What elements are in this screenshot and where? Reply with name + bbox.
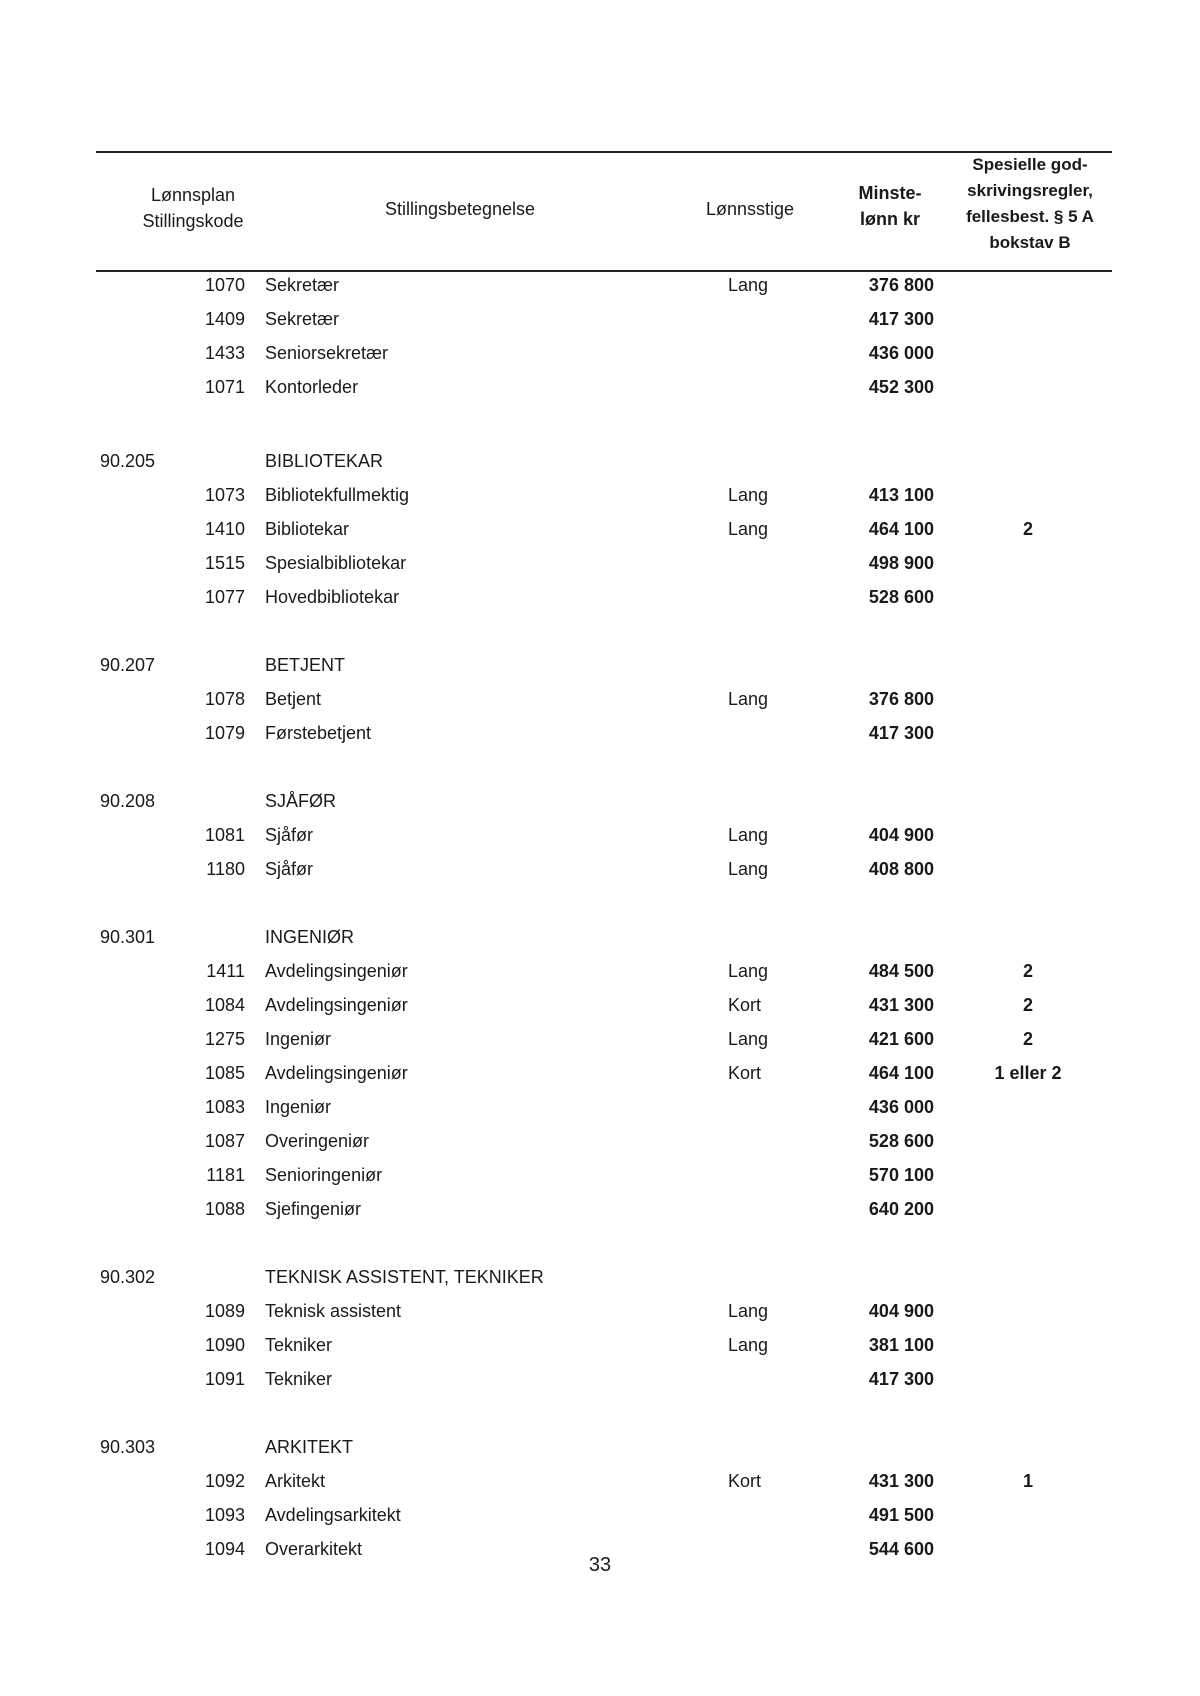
lonnsstige-cell: Lang: [728, 1029, 769, 1049]
stillingsbetegnelse-cell: Seniorsekretær: [265, 343, 389, 363]
lonnsplan-code: 90.301: [100, 927, 156, 947]
minstelonn-cell: 413 100: [868, 485, 934, 505]
stillingskode-cell: 1088: [204, 1199, 245, 1219]
header-stillingskode: Stillingskode: [142, 211, 244, 231]
stillingskode-cell: 1085: [204, 1063, 245, 1083]
stillingsbetegnelse-cell: Senioringeniør: [265, 1165, 383, 1185]
header-spesielle-regler: [948, 152, 1112, 256]
table-row: [0, 854, 1200, 884]
stillingskode-cell: 1411: [206, 961, 245, 981]
group-title: TEKNISK ASSISTENT, TEKNIKER: [265, 1267, 544, 1287]
spesielle-regler-cell: 2: [1022, 995, 1033, 1015]
stillingsbetegnelse-cell: Sjåfør: [265, 825, 314, 845]
stillingsbetegnelse-cell: Sjefingeniør: [265, 1199, 362, 1219]
minstelonn-cell: 421 600: [868, 1029, 934, 1049]
minstelonn-cell: 431 300: [868, 995, 934, 1015]
table-row: [0, 1058, 1200, 1088]
stillingsbetegnelse-cell: Overarkitekt: [265, 1539, 363, 1559]
table-row: [0, 514, 1200, 544]
lonnsstige-cell: Kort: [728, 1063, 762, 1083]
stillingsbetegnelse-cell: Arkitekt: [265, 1471, 326, 1491]
lonnsstige-cell: Lang: [728, 275, 769, 295]
stillingsbetegnelse-cell: Betjent: [265, 689, 322, 709]
lonnsstige-cell: Lang: [728, 961, 769, 981]
stillingskode-cell: 1087: [204, 1131, 245, 1151]
minstelonn-cell: 464 100: [868, 1063, 934, 1083]
lonnsplan-code: 90.208: [100, 791, 156, 811]
stillingsbetegnelse-cell: Avdelingsingeniør: [265, 995, 408, 1015]
stillingskode-cell: 1077: [204, 587, 245, 607]
lonnsstige-cell: Lang: [728, 1301, 769, 1321]
header-lonnsplan-stillingskode: [108, 182, 278, 234]
lonnsstige-cell: Lang: [728, 1335, 769, 1355]
minstelonn-cell: 376 800: [868, 689, 934, 709]
stillingsbetegnelse-cell: Overingeniør: [265, 1131, 370, 1151]
minstelonn-cell: 436 000: [868, 343, 934, 363]
header-minste-line2: lønn kr: [859, 209, 920, 229]
lonnsstige-cell: Lang: [728, 859, 769, 879]
lonnsplan-code: 90.207: [100, 655, 156, 675]
header-spesielle-line1: Spesielle god-: [972, 155, 1088, 174]
table-row: [0, 956, 1200, 986]
minstelonn-cell: 376 800: [868, 275, 934, 295]
header-lonnsplan: Lønnsplan: [150, 185, 236, 205]
spesielle-regler-cell: 1 eller 2: [994, 1063, 1062, 1083]
group-title: ARKITEKT: [265, 1437, 354, 1457]
stillingskode-cell: 1079: [204, 723, 245, 743]
lonnsstige-cell: Lang: [728, 689, 769, 709]
minstelonn-cell: 381 100: [868, 1335, 934, 1355]
header-lonnsstige: Lønnsstige: [705, 199, 795, 219]
page-number: 33: [588, 1554, 612, 1576]
stillingsbetegnelse-cell: Avdelingsingeniør: [265, 961, 408, 981]
stillingsbetegnelse-cell: Avdelingsingeniør: [265, 1063, 408, 1083]
stillingsbetegnelse-cell: Tekniker: [265, 1369, 333, 1389]
stillingsbetegnelse-cell: Bibliotekfullmektig: [265, 485, 410, 505]
group-title: SJÅFØR: [265, 791, 337, 811]
table-row: [0, 270, 1200, 300]
header-spesielle-line2: skrivingsregler,: [967, 181, 1093, 200]
group-header-row: [0, 786, 1200, 816]
minstelonn-cell: 498 900: [868, 553, 934, 573]
minstelonn-cell: 408 800: [868, 859, 934, 879]
stillingskode-cell: 1083: [204, 1097, 245, 1117]
table-row: [0, 582, 1200, 612]
header-spesielle-line4: bokstav B: [989, 233, 1071, 252]
table-row: [0, 820, 1200, 850]
minstelonn-cell: 404 900: [868, 825, 934, 845]
stillingsbetegnelse-cell: Spesialbibliotekar: [265, 553, 407, 573]
minstelonn-cell: 484 500: [868, 961, 934, 981]
table-row: [0, 338, 1200, 368]
stillingsbetegnelse-cell: Bibliotekar: [265, 519, 350, 539]
minstelonn-cell: 431 300: [868, 1471, 934, 1491]
lonnsstige-cell: Kort: [728, 1471, 762, 1491]
table-row: [0, 1364, 1200, 1394]
group-header-row: [0, 1262, 1200, 1292]
lonnsstige-cell: Kort: [728, 995, 762, 1015]
minstelonn-cell: 464 100: [868, 519, 934, 539]
table-row: [0, 1500, 1200, 1530]
stillingskode-cell: 1180: [206, 859, 245, 879]
stillingskode-cell: 1089: [204, 1301, 245, 1321]
spesielle-regler-cell: 2: [1022, 1029, 1033, 1049]
stillingskode-cell: 1094: [204, 1539, 245, 1559]
table-row: [0, 1466, 1200, 1496]
spesielle-regler-cell: 2: [1022, 519, 1033, 539]
minstelonn-cell: 544 600: [868, 1539, 934, 1559]
table-row: [0, 1194, 1200, 1224]
stillingskode-cell: 1091: [204, 1369, 245, 1389]
header-minste-line1: Minste-: [858, 183, 922, 203]
stillingsbetegnelse-cell: Avdelingsarkitekt: [265, 1505, 401, 1525]
stillingsbetegnelse-cell: Kontorleder: [265, 377, 359, 397]
stillingskode-cell: 1515: [204, 553, 245, 573]
minstelonn-cell: 528 600: [868, 587, 934, 607]
lonnsplan-code: 90.303: [100, 1437, 156, 1457]
table-row: [0, 718, 1200, 748]
minstelonn-cell: 640 200: [868, 1199, 934, 1219]
stillingsbetegnelse-cell: Sekretær: [265, 309, 340, 329]
stillingsbetegnelse-cell: Ingeniør: [265, 1029, 332, 1049]
minstelonn-cell: 528 600: [868, 1131, 934, 1151]
minstelonn-cell: 452 300: [868, 377, 934, 397]
table-row: [0, 1092, 1200, 1122]
stillingsbetegnelse-cell: Tekniker: [265, 1335, 333, 1355]
table-row: [0, 1160, 1200, 1190]
minstelonn-cell: 417 300: [868, 723, 934, 743]
lonnsstige-cell: Lang: [728, 825, 769, 845]
table-row: [0, 372, 1200, 402]
stillingskode-cell: 1078: [204, 689, 245, 709]
stillingskode-cell: 1092: [204, 1471, 245, 1491]
minstelonn-cell: 404 900: [868, 1301, 934, 1321]
table-row: [0, 1296, 1200, 1326]
group-header-row: [0, 922, 1200, 952]
stillingskode-cell: 1181: [206, 1165, 245, 1185]
table-row: [0, 990, 1200, 1020]
stillingskode-cell: 1073: [204, 485, 245, 505]
minstelonn-cell: 417 300: [868, 1369, 934, 1389]
header-stillingsbetegnelse: Stillingsbetegnelse: [384, 199, 536, 219]
table-row: [0, 1126, 1200, 1156]
stillingsbetegnelse-cell: Teknisk assistent: [265, 1301, 402, 1321]
stillingskode-cell: 1090: [204, 1335, 245, 1355]
table-row: [0, 304, 1200, 334]
stillingskode-cell: 1081: [204, 825, 245, 845]
stillingskode-cell: 1275: [204, 1029, 245, 1049]
table-row: [0, 548, 1200, 578]
group-header-row: [0, 650, 1200, 680]
header-minstelonn: [830, 180, 950, 232]
lonnsstige-cell: Lang: [728, 519, 769, 539]
stillingskode-cell: 1070: [204, 275, 245, 295]
stillingskode-cell: 1084: [204, 995, 245, 1015]
stillingskode-cell: 1433: [204, 343, 245, 363]
table-row: [0, 1330, 1200, 1360]
stillingsbetegnelse-cell: Hovedbibliotekar: [265, 587, 400, 607]
minstelonn-cell: 436 000: [868, 1097, 934, 1117]
stillingsbetegnelse-cell: Sekretær: [265, 275, 340, 295]
group-title: BETJENT: [265, 655, 346, 675]
table-row: [0, 684, 1200, 714]
group-title: BIBLIOTEKAR: [265, 451, 384, 471]
table-row: [0, 480, 1200, 510]
group-header-row: [0, 446, 1200, 476]
stillingsbetegnelse-cell: Sjåfør: [265, 859, 314, 879]
stillingsbetegnelse-cell: Førstebetjent: [265, 723, 372, 743]
stillingskode-cell: 1093: [204, 1505, 245, 1525]
minstelonn-cell: 417 300: [868, 309, 934, 329]
group-header-row: [0, 1432, 1200, 1462]
spesielle-regler-cell: 2: [1022, 961, 1033, 981]
stillingskode-cell: 1071: [204, 377, 245, 397]
lonnsplan-code: 90.302: [100, 1267, 156, 1287]
header-spesielle-line3: fellesbest. § 5 A: [966, 207, 1094, 226]
minstelonn-cell: 491 500: [868, 1505, 934, 1525]
lonnsplan-code: 90.205: [100, 451, 156, 471]
group-title: INGENIØR: [265, 927, 355, 947]
stillingskode-cell: 1410: [204, 519, 245, 539]
lonnsstige-cell: Lang: [728, 485, 769, 505]
minstelonn-cell: 570 100: [868, 1165, 934, 1185]
spesielle-regler-cell: 1: [1022, 1471, 1033, 1491]
table-row: [0, 1024, 1200, 1054]
stillingsbetegnelse-cell: Ingeniør: [265, 1097, 332, 1117]
stillingskode-cell: 1409: [204, 309, 245, 329]
